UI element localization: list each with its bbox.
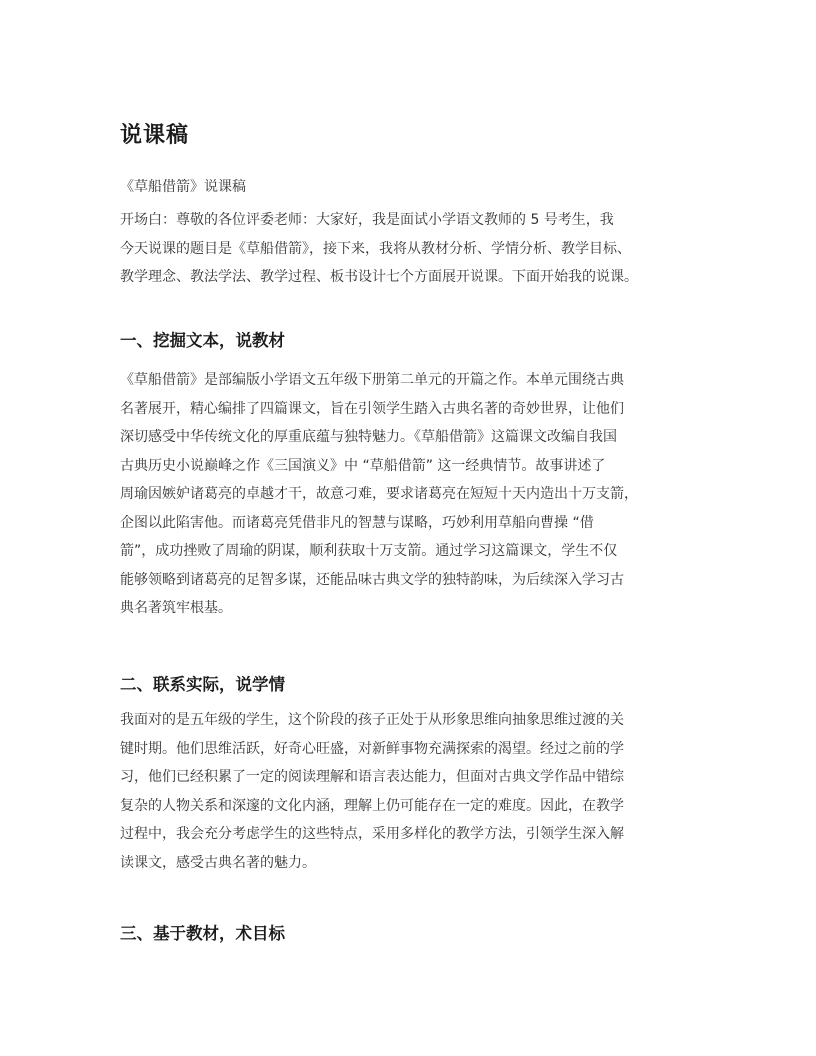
paragraph-line: 复杂的人物关系和深邃的文化内涵，理解上仍可能存在一定的难度。因此，在教学	[120, 797, 624, 814]
paragraph-line: 典名著筑牢根基。	[120, 600, 232, 616]
section-heading-objectives: 三、基于教材，术目标	[120, 924, 285, 943]
paragraph-line: 周瑜因嫉妒诸葛亮的卓越才干，故意刁难，要求诸葛亮在短短十天内造出十万支箭，	[120, 486, 638, 502]
intro-paragraph	[120, 206, 720, 292]
paragraph-line: 我面对的是五年级的学生，这个阶段的孩子正处于从形象思维向抽象思维过渡的关	[120, 712, 624, 728]
paragraph-line: 教学理念、教法学法、教学过程、板书设计七个方面展开说课。下面开始我的说课。	[120, 269, 638, 285]
textbook-paragraph	[120, 366, 720, 623]
section-heading-textbook: 一、挖掘文本，说教材	[120, 331, 285, 350]
paragraph-line: 《草船借箭》是部编版小学语文五年级下册第二单元的开篇之作。本单元围绕古典	[120, 372, 624, 388]
paragraph-line: 名著展开，精心编排了四篇课文，旨在引领学生踏入古典名著的奇妙世界，让他们	[120, 400, 624, 417]
paragraph-line: 古典历史小说巅峰之作《三国演义》中 “草船借箭” 这一经典情节。故事讲述了	[120, 457, 606, 474]
paragraph-line: 箭”，成功挫败了周瑜的阴谋，顺利获取十万支箭。通过学习这篇课文，学生不仅	[120, 543, 618, 559]
paragraph-line: 键时期。他们思维活跃，好奇心旺盛，对新鲜事物充满探索的渴望。经过之前的学	[120, 740, 624, 757]
paragraph-line: 读课文，感受古典名著的魅力。	[120, 854, 316, 871]
paragraph-line: 今天说课的题目是《草船借箭》，接下来，我将从教材分析、学情分析、教学目标、	[120, 240, 631, 257]
paragraph-line: 过程中，我会充分考虑学生的这些特点，采用多样化的教学方法，引领学生深入解	[120, 826, 624, 842]
paragraph-line: 企图以此陷害他。而诸葛亮凭借非凡的智慧与谋略，巧妙利用草船向曹操 “借	[120, 514, 594, 531]
document-title: 说课稿	[120, 123, 190, 148]
paragraph-line: 能够领略到诸葛亮的足智多谋，还能品味古典文学的独特韵味，为后续深入学习古	[120, 571, 624, 588]
document-subtitle: 《草船借箭》说课稿	[120, 179, 246, 195]
paragraph-line: 习，他们已经积累了一定的阅读理解和语言表达能力，但面对古典文学作品中错综	[120, 769, 624, 785]
paragraph-line: 深切感受中华传统文化的厚重底蕴与独特魅力。《草船借箭》这篇课文改编自我国	[120, 429, 617, 445]
learners-paragraph	[120, 706, 720, 877]
section-heading-learners: 二、联系实际，说学情	[120, 675, 285, 694]
paragraph-line: 开场白：尊敬的各位评委老师：大家好，我是面试小学语文教师的 5 号考生，我	[120, 212, 614, 228]
